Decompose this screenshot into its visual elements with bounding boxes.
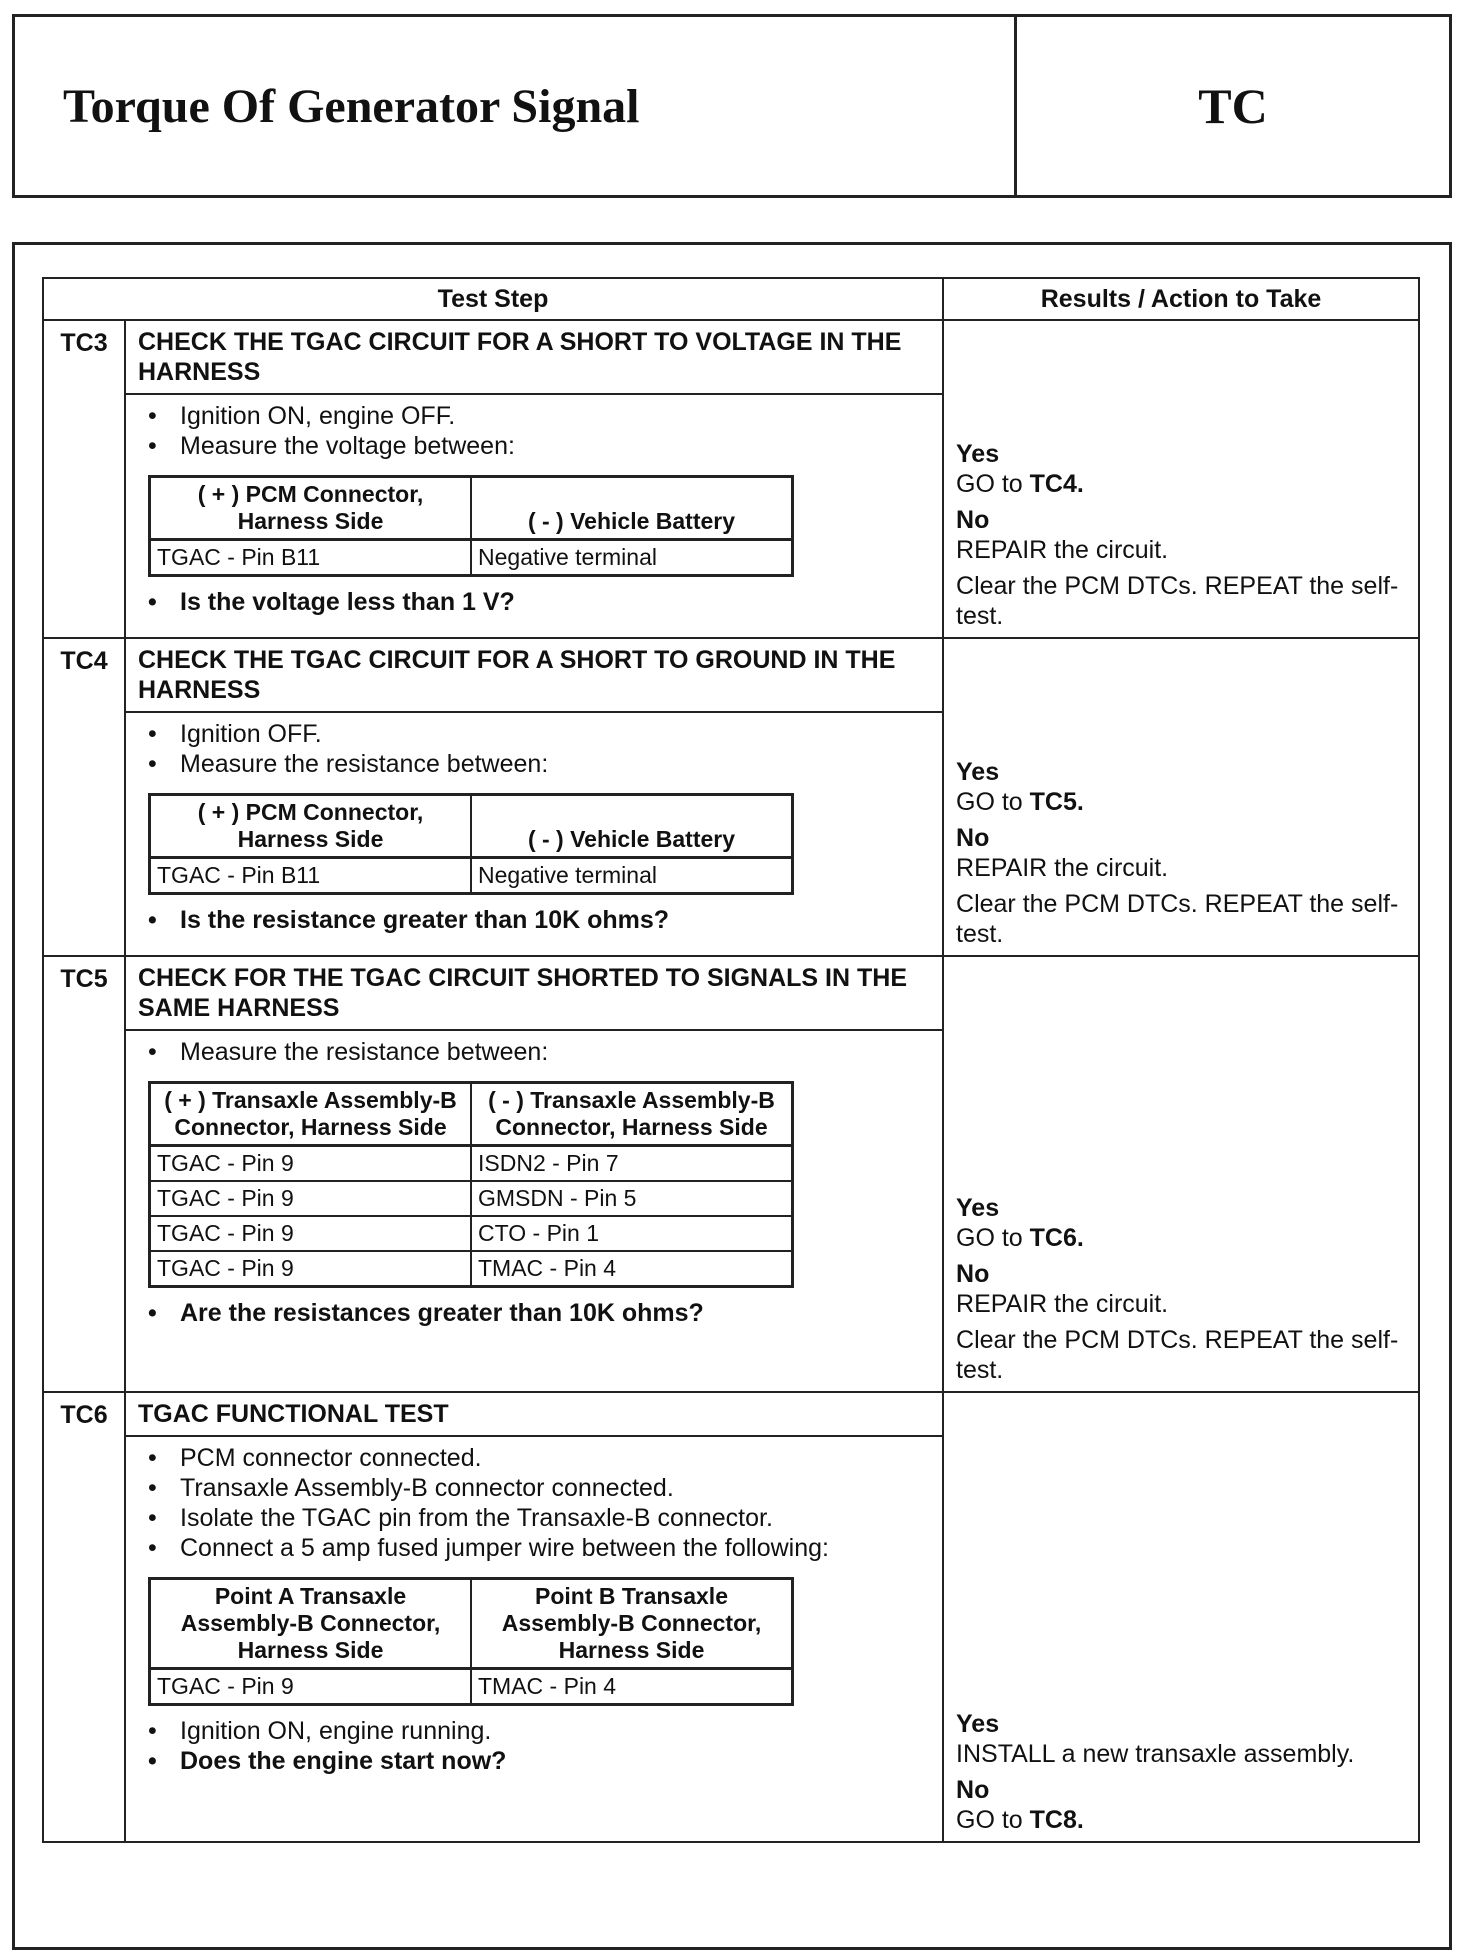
bullet-item: • PCM connector connected. [140, 1443, 928, 1473]
step-question: • Is the voltage less than 1 V? [140, 587, 928, 617]
no-text: REPAIR the circuit. [956, 854, 1169, 882]
bullet-item: • Connect a 5 amp fused jumper wire between the following: [140, 1533, 928, 1563]
bullet-item: • Ignition OFF. [140, 719, 928, 749]
results-header: Results / Action to Take [943, 278, 1419, 320]
no-ref: TC8. [1029, 1806, 1084, 1834]
step-id: TC6 [43, 1392, 125, 1842]
pin-table [148, 1081, 794, 1288]
pin-table-header: ( - ) Vehicle Battery [471, 477, 793, 540]
yes-text: INSTALL a new transaxle assembly. [956, 1740, 1355, 1768]
step-id: TC4 [43, 638, 125, 956]
pin-table-header: ( - ) Vehicle Battery [471, 795, 793, 858]
pin-cell: Negative terminal [471, 858, 793, 894]
pin-cell: TGAC - Pin 9 [150, 1669, 472, 1705]
step-question: • Are the resistances greater than 10K ohms? [140, 1298, 928, 1328]
bullet-item: • Transaxle Assembly-B connector connected. [140, 1473, 928, 1503]
step-body [125, 1436, 943, 1842]
pin-cell: ISDN2 - Pin 7 [471, 1146, 793, 1182]
no-text: REPAIR the circuit. [956, 1290, 1169, 1318]
pin-table-header: ( + ) PCM Connector, Harness Side [150, 795, 472, 858]
step-title: CHECK THE TGAC CIRCUIT FOR A SHORT TO VOLTAGE IN THE HARNESS [125, 320, 943, 394]
step-title-row [43, 320, 1419, 394]
no-label: No [956, 1260, 990, 1288]
no-label: No [956, 506, 990, 534]
pin-table-header: ( + ) PCM Connector, Harness Side [150, 477, 472, 540]
step-result [943, 956, 1419, 1392]
step-result [943, 1392, 1419, 1842]
step-result [943, 638, 1419, 956]
no-text: Clear the PCM DTCs. REPEAT the self-test. [956, 572, 1399, 630]
section-code: TC [1198, 78, 1268, 134]
pin-table-header: ( - ) Transaxle Assembly-B Connector, Harness Side [471, 1083, 793, 1146]
pin-cell: TGAC - Pin 9 [150, 1181, 472, 1216]
no-text: REPAIR the circuit. [956, 536, 1169, 564]
step-result [943, 320, 1419, 638]
no-label: No [956, 1776, 990, 1804]
bullet-item: • Measure the resistance between: [140, 1037, 928, 1067]
pin-cell: GMSDN - Pin 5 [471, 1181, 793, 1216]
table-header-row [43, 278, 1419, 320]
pin-cell: TMAC - Pin 4 [471, 1669, 793, 1705]
pin-cell: TMAC - Pin 4 [471, 1251, 793, 1287]
bullet-list [140, 719, 928, 779]
pin-table [148, 475, 794, 577]
page-header [12, 14, 1452, 198]
step-question: • Does the engine start now? [140, 1746, 928, 1776]
step-body [125, 1030, 943, 1392]
yes-ref: TC6. [1029, 1224, 1084, 1252]
no-text: Clear the PCM DTCs. REPEAT the self-test. [956, 1326, 1399, 1384]
step-body [125, 712, 943, 956]
yes-label: Yes [956, 1710, 1000, 1738]
yes-ref: TC4. [1029, 470, 1084, 498]
bullet-item: • Ignition ON, engine running. [140, 1716, 928, 1746]
step-title: CHECK FOR THE TGAC CIRCUIT SHORTED TO SIGNALS IN THE SAME HARNESS [125, 956, 943, 1030]
step-id: TC5 [43, 956, 125, 1392]
step-body [125, 394, 943, 638]
step-title: TGAC FUNCTIONAL TEST [125, 1392, 943, 1436]
pin-cell: TGAC - Pin 9 [150, 1251, 472, 1287]
yes-label: Yes [956, 440, 1000, 468]
no-text: Clear the PCM DTCs. REPEAT the self-test. [956, 890, 1399, 948]
pin-cell: TGAC - Pin B11 [150, 540, 472, 576]
bullet-item: • Measure the voltage between: [140, 431, 928, 461]
bullet-item: • Ignition ON, engine OFF. [140, 401, 928, 431]
step-title-row [43, 1392, 1419, 1436]
page-title: Torque Of Generator Signal [15, 17, 1017, 195]
pin-cell: TGAC - Pin 9 [150, 1146, 472, 1182]
pin-table-header: ( + ) Transaxle Assembly-B Connector, Harness Side [150, 1083, 472, 1146]
bullet-list [140, 1037, 928, 1067]
pin-cell: TGAC - Pin B11 [150, 858, 472, 894]
bullet-item: • Isolate the TGAC pin from the Transaxle-B connector. [140, 1503, 928, 1533]
step-id: TC3 [43, 320, 125, 638]
yes-text: GO to [956, 788, 1030, 816]
bullet-list [140, 401, 928, 461]
pin-table [148, 793, 794, 895]
pin-table-header: Point B Transaxle Assembly-B Connector, Harness Side [471, 1579, 793, 1669]
yes-label: Yes [956, 758, 1000, 786]
no-label: No [956, 824, 990, 852]
yes-text: GO to [956, 470, 1030, 498]
no-text: GO to [956, 1806, 1030, 1834]
yes-ref: TC5. [1029, 788, 1084, 816]
diagnostic-table [42, 277, 1420, 1843]
step-question: • Is the resistance greater than 10K ohms? [140, 905, 928, 935]
test-step-header: Test Step [43, 278, 943, 320]
step-title-row [43, 638, 1419, 712]
bullet-list [140, 1443, 928, 1563]
yes-text: GO to [956, 1224, 1030, 1252]
step-title: CHECK THE TGAC CIRCUIT FOR A SHORT TO GROUND IN THE HARNESS [125, 638, 943, 712]
step-title-row [43, 956, 1419, 1030]
pin-table-header: Point A Transaxle Assembly-B Connector, Harness Side [150, 1579, 472, 1669]
pin-table [148, 1577, 794, 1706]
yes-label: Yes [956, 1194, 1000, 1222]
pin-cell: CTO - Pin 1 [471, 1216, 793, 1251]
pin-cell: TGAC - Pin 9 [150, 1216, 472, 1251]
bullet-item: • Measure the resistance between: [140, 749, 928, 779]
pin-cell: Negative terminal [471, 540, 793, 576]
